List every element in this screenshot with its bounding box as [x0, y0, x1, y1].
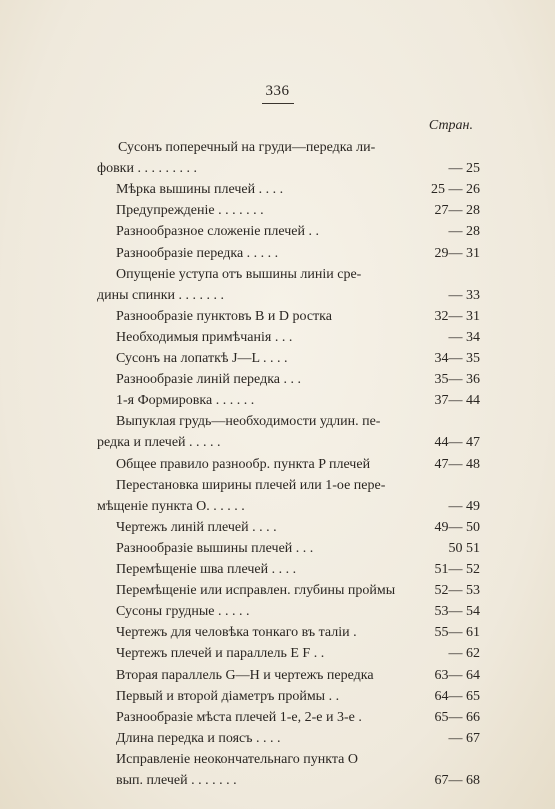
toc-entry-text: Чертежъ плечей и параллель E F . .	[116, 646, 325, 662]
toc-entry	[0, 707, 480, 729]
toc-entry-text: мѣщеніе пункта O. . . . . .	[97, 498, 245, 514]
toc-entry-text: Длина передка и поясъ . . . .	[116, 730, 281, 746]
toc-entry-pages: 55— 61	[434, 625, 480, 641]
toc-entry-pages: 32— 31	[434, 308, 480, 324]
toc-entry	[0, 517, 480, 539]
toc-entry-pages: 67— 68	[434, 773, 480, 788]
toc-entry	[0, 454, 480, 476]
toc-entry	[0, 538, 480, 560]
toc-entry-text: Перемѣщеніе или исправлен. глубины проймы	[116, 583, 396, 599]
toc-entry	[0, 622, 480, 644]
toc-entry-text: Предупрежденіе . . . . . . .	[116, 203, 264, 219]
toc-entry	[0, 559, 480, 581]
toc-entry-pages: 25 — 26	[431, 182, 480, 198]
toc-entry-text: фовки . . . . . . . . .	[97, 161, 197, 177]
toc-entry-pages: — 67	[448, 730, 480, 746]
toc-entry-pages: — 33	[448, 287, 480, 303]
toc-entry-pages: 53— 54	[434, 604, 480, 620]
toc-entry-pages: 35— 36	[434, 372, 480, 388]
toc-entry-text: Сусоны грудные . . . . .	[116, 604, 250, 620]
toc-entry	[0, 580, 480, 602]
toc-entry	[0, 432, 480, 454]
toc-entry-text: Исправленіе неокончательнаго пункта O	[116, 751, 358, 767]
toc-entry-pages: — 25	[448, 161, 480, 177]
toc-entry-text: Необходимыя примѣчанія . . .	[116, 329, 293, 345]
toc-entry	[0, 411, 480, 433]
toc-entry-pages: 34— 35	[434, 351, 480, 366]
toc-entry-text: Разнообразіе линій передка . . .	[116, 372, 302, 388]
toc-entry	[0, 643, 480, 665]
toc-entry	[0, 306, 480, 328]
toc-entry-text: Перестановка ширины плечей или 1-ое пере-	[116, 477, 386, 493]
toc-entry	[0, 179, 480, 201]
toc-entry-pages: 37— 44	[434, 393, 480, 409]
toc-entry-pages: 64— 65	[434, 688, 480, 704]
toc-entry	[0, 221, 480, 243]
toc-entry-pages: 49— 50	[434, 519, 480, 535]
toc-entry-text: Разнообразіе пунктовъ B и D ростка	[116, 308, 332, 324]
toc-entry-pages: 63— 64	[434, 667, 480, 683]
toc-entry-text: Вторая параллель G—H и чертежъ передка	[116, 667, 374, 683]
toc-entry	[0, 285, 480, 307]
toc-entry-text: Выпуклая грудь—необходимости удлин. пе-	[116, 414, 381, 430]
toc-entry-pages: — 28	[448, 224, 480, 240]
toc-entry-pages: 50 51	[448, 540, 480, 556]
toc-entry	[0, 158, 480, 180]
toc-entry-pages: 51— 52	[434, 562, 480, 577]
toc-entry-text: вып. плечей . . . . . . .	[116, 773, 237, 788]
toc-entry	[0, 327, 480, 349]
toc-entry-pages: — 49	[448, 498, 480, 514]
toc-entry-pages: 52— 53	[434, 583, 480, 599]
toc-entry	[0, 686, 480, 708]
toc-entry-pages: 47— 48	[434, 456, 480, 472]
toc-entry	[0, 770, 480, 792]
toc-entry-text: Общее правило разнообр. пункта P плечей	[116, 456, 371, 472]
toc-entry-pages: 44— 47	[434, 435, 480, 451]
toc-entry-text: редка и плечей . . . . .	[97, 435, 221, 451]
toc-entry-text: Сусонъ на лопаткѣ J—L . . . .	[116, 351, 288, 366]
toc-entry-pages: — 34	[448, 329, 480, 345]
page-number: 336	[0, 83, 555, 100]
toc-entry-pages: 29— 31	[434, 245, 480, 261]
toc-entry-text: 1-я Формировка . . . . . .	[116, 393, 255, 409]
toc-entry	[0, 348, 480, 370]
toc-entry-pages: 27— 28	[434, 203, 480, 219]
toc-entry	[0, 200, 480, 222]
pages-column-header: Стран.	[428, 118, 473, 133]
toc-entry-text: Чертежъ для человѣка тонкаго въ таліи .	[116, 625, 357, 641]
toc-entry-text: Разнообразіе мѣста плечей 1-е, 2-е и 3-е .	[116, 709, 362, 725]
toc-entry-text: Разнообразіе передка . . . . .	[116, 245, 279, 261]
toc-entry-text: Разнообразіе вышины плечей . . .	[116, 540, 314, 556]
toc-entry	[0, 749, 480, 771]
toc-entry-text: дины спинки . . . . . . .	[97, 287, 224, 303]
toc-entry	[0, 665, 480, 687]
toc-entry-pages: 65— 66	[434, 709, 480, 725]
toc-entry	[0, 496, 480, 518]
toc-entry	[0, 601, 480, 623]
toc-entry	[0, 137, 480, 159]
toc-entry-text: Перемѣщеніе шва плечей . . . .	[116, 562, 297, 577]
toc-entry-text: Мѣрка вышины плечей . . . .	[116, 182, 284, 198]
toc-entry-text: Разнообразное сложеніе плечей . .	[116, 224, 320, 240]
toc-entry-text: Сусонъ поперечный на груди—передка ли-	[118, 140, 376, 155]
toc-entry-text: Чертежъ линій плечей . . . .	[116, 519, 277, 535]
toc-entry	[0, 264, 480, 286]
toc-entry	[0, 390, 480, 412]
toc-entry	[0, 369, 480, 391]
toc-entry	[0, 728, 480, 750]
toc-entry-pages: — 62	[448, 646, 480, 662]
toc-entry	[0, 475, 480, 497]
toc-entry-text: Первый и второй діаметръ проймы . .	[116, 688, 340, 704]
toc-entry	[0, 243, 480, 265]
toc-entry-text: Опущеніе уступа отъ вышины линіи сре-	[116, 266, 362, 282]
